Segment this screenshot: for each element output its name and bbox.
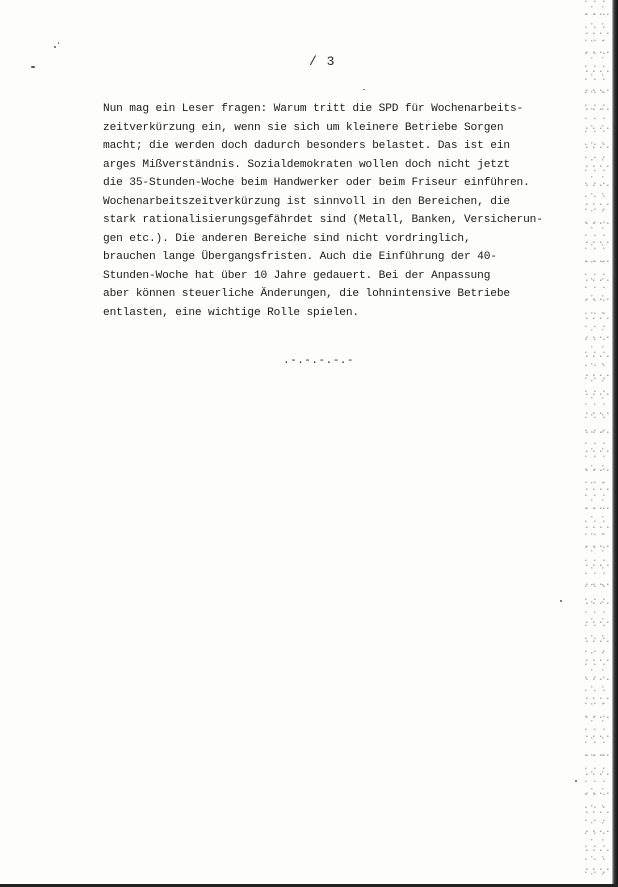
text-line: zeitverkürzung ein, wenn sie sich um kleinere Betriebe Sorgen (103, 121, 504, 134)
section-separator: .-.-.-.-.- (283, 355, 355, 367)
text-line: entlasten, eine wichtige Rolle spielen. (103, 306, 359, 319)
text-line: Nun mag ein Leser fragen: Warum tritt die SPD für Wochenarbeits- (103, 103, 524, 115)
scan-speck (31, 66, 35, 68)
scan-speck (54, 46, 56, 48)
text-line: Stunden-Woche hat über 10 Jahre gedauert. Bei der Anpassung (103, 269, 491, 282)
text-line: arges Mißverständnis. Sozialdemokraten wollen doch nicht jetzt (103, 158, 510, 171)
scan-speck (363, 89, 365, 90)
scan-speck (560, 600, 562, 602)
text-line: Wochenarbeitszeitverkürzung ist sinnvoll in den Bereichen, die (103, 195, 510, 208)
page-number: / 3 (309, 54, 336, 69)
text-line: macht; die werden doch dadurch besonders belastet. Das ist ein (103, 140, 510, 152)
scan-speck (58, 42, 59, 44)
scan-speck (575, 780, 577, 782)
text-line: brauchen lange Übergangsfristen. Auch die Einführung der 40- (103, 251, 497, 263)
body-paragraph (103, 100, 603, 322)
text-line: gen etc.). Die anderen Bereiche sind nicht vordringlich, (103, 232, 471, 245)
text-line: die 35-Stunden-Woche beim Handwerker oder beim Friseur einführen. (103, 177, 530, 189)
text-line: stark rationalisierungsgefährdet sind (Metall, Banken, Versicherun- (103, 214, 543, 226)
scan-edge-right (612, 0, 618, 887)
text-line: aber können steuerliche Änderungen, die lohnintensive Betriebe (103, 288, 510, 300)
